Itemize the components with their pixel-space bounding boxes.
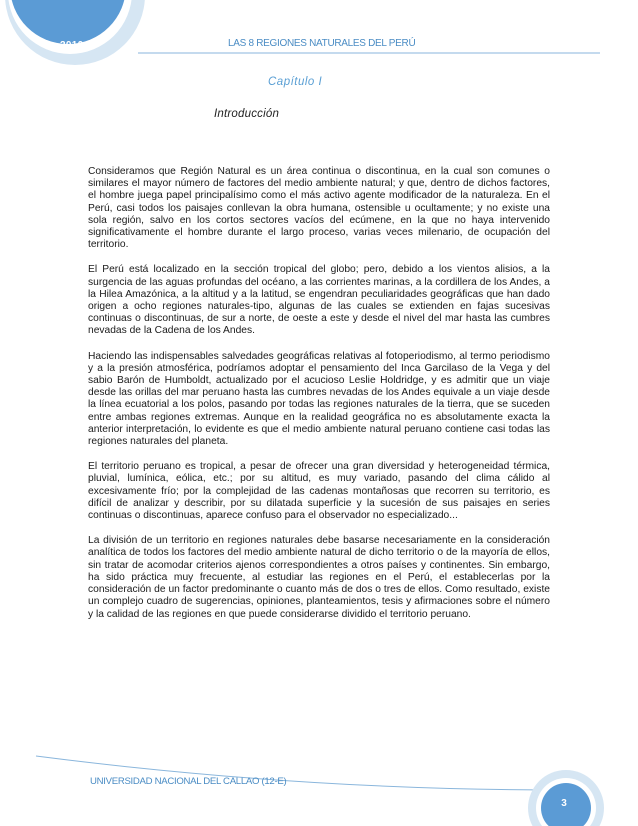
section-heading: Introducción bbox=[214, 108, 280, 120]
paragraph: Consideramos que Región Natural es un área continua o discontinua, en la cual son comunes o similares el mayor número de factores del medio ambiente natural; y que, dentro de dichos factores, el hombre juega papel principalísimo como el más activo agente modificador de la naturaleza. En el Perú, casi todos los paisajes conllevan la obra humana, ostensible u ocultamente; y no existe una sola región, salvo en los cortos sectores vacíos del ecúmene, en la que no haya intervenido significativamente el hombre durante el largo proceso, varias veces milenario, de ocupación del territorio. bbox=[88, 166, 550, 251]
paragraph: El territorio peruano es tropical, a pesar de ofrecer una gran diversidad y heterogeneidad térmica, pluvial, lumínica, eólica, etc.; por su altitud, es muy variado, pasando del clima cálido al excesivamente frío; por la complejidad de las cadenas montañosas que recorren su territorio, es difícil de analizar y describir, por su dilatada superficie y la sucesión de sus paisajes en series continuas o discontinuas, aparece confuso para el observador no especializado... bbox=[88, 461, 550, 522]
body-text bbox=[88, 166, 550, 634]
chapter-heading: Capítulo I bbox=[268, 76, 323, 88]
header-year: 2010. bbox=[60, 40, 87, 51]
paragraph: La división de un territorio en regiones naturales debe basarse necesariamente en la consideración analítica de todos los factores del medio ambiente natural de dicho territorio o de la mayoría de ellos, sin tratar de acomodar criterios ajenos correspondientes a otros países y continentes. Sin embargo, ha sido práctica muy frecuente, al estudiar las regiones en el Perú, el establecerlas por la consideración de un factor predominante o cuanto más de dos o tres de ellos. Como resultado, existe un complejo cuadro de sugerencias, opiniones, planteamientos, tesis y afirmaciones sobre el número y la calidad de las regiones en que puede considerarse dividido el territorio peruano. bbox=[88, 535, 550, 620]
document-title: LAS 8 REGIONES NATURALES DEL PERÚ bbox=[228, 38, 416, 49]
paragraph: Haciendo las indispensables salvedades geográficas relativas al fotoperiodismo, al termo periodismo y a la presión atmosférica, podríamos adoptar el pensamiento del Inca Garcilaso de la Vega y del sabio Barón de Humboldt, actualizado por el acucioso Leslie Holdridge, y es admitir que un viaje desde las orillas del mar peruano hasta las cumbres nevadas de los Andes equivale a un viaje desde la línea ecuatorial a los polos, pasando por todas las regiones naturales de la tierra, que se suceden entre ambas regiones extremas. Aunque en la realidad geográfica no es absolutamente exacta la anterior interpretación, lo evidente es que el medio ambiente natural peruano contiene casi todas las regiones naturales del planeta. bbox=[88, 350, 550, 448]
page-number: 3 bbox=[561, 798, 567, 809]
paragraph: El Perú está localizado en la sección tropical del globo; pero, debido a los vientos alisios, a la surgencia de las aguas profundas del océano, a las corrientes marinas, a la cordillera de los Andes, a la Hilea Amazónica, a la altitud y a la latitud, se engendran peculiaridades geográficas que han dado origen a ocho regiones naturales-tipo, algunas de las cuales se extienden en fajas sucesivas continuas o discontinuas, de sur a norte, de oeste a este y desde el nivel del mar hasta las cumbres nevadas de la Cadena de los Andes. bbox=[88, 264, 550, 337]
footer-institution: UNIVERSIDAD NACIONAL DEL CALLAO (12-E) bbox=[90, 776, 287, 787]
